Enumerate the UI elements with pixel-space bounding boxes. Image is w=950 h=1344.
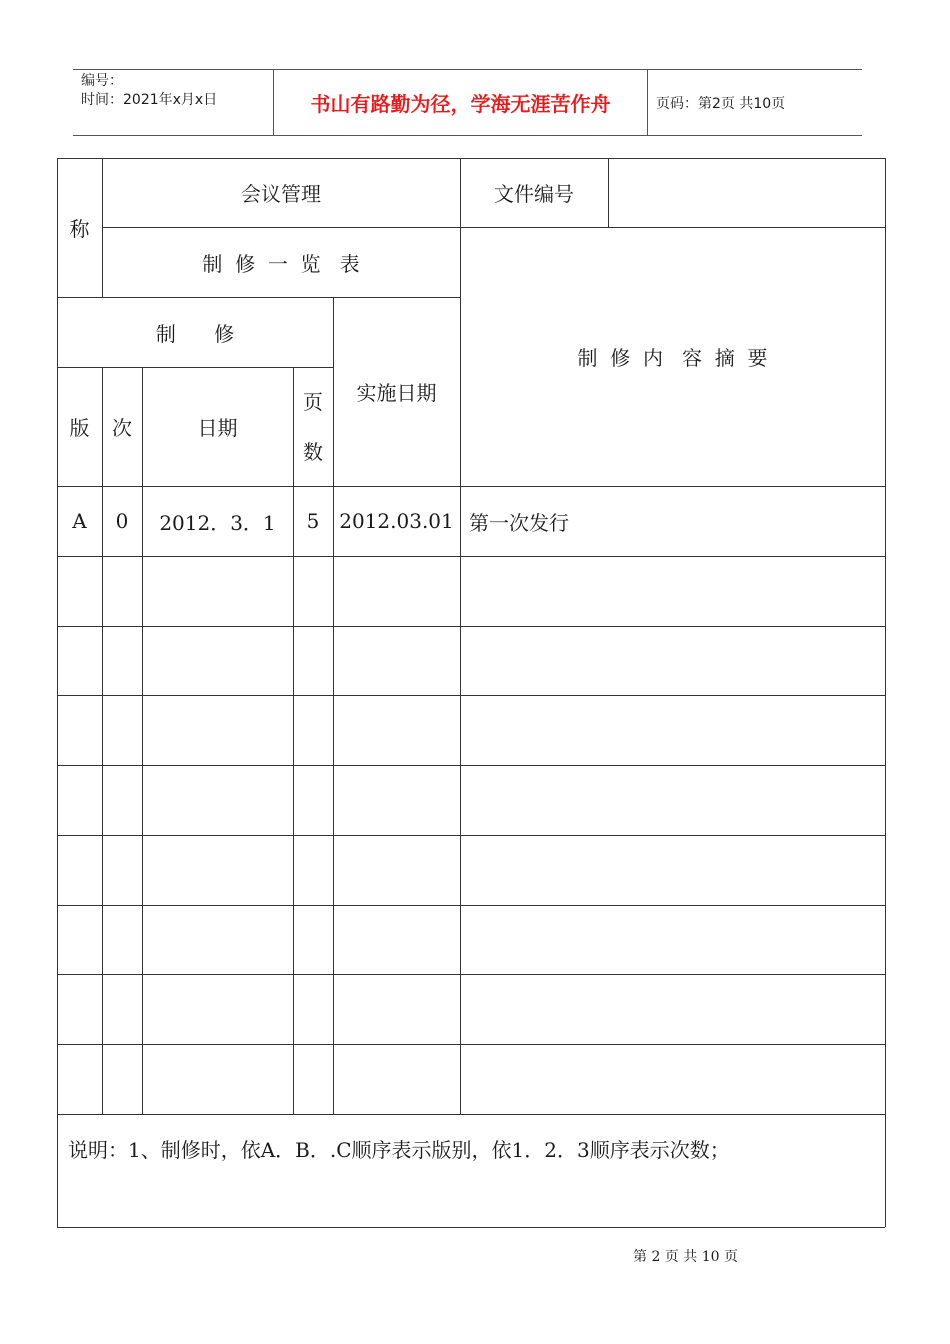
col-header-pages-top: 页 (303, 389, 323, 414)
grid-line (57, 835, 885, 836)
col-header-count: 次 (112, 416, 132, 440)
col-header-summary: 制 修 内 容 摘 要 (577, 346, 768, 370)
time-label: 时间：2021年x月x日 (81, 92, 218, 108)
grid-line (57, 765, 885, 766)
name-label: 称 (69, 217, 90, 241)
cell-count: 0 (115, 509, 129, 533)
header-divider (647, 69, 648, 136)
grid-line (57, 1114, 885, 1115)
header-motto: 书山有路勤为径，学海无涯苦作舟 (310, 92, 611, 116)
header-meta (81, 72, 217, 110)
cell-summary: 第一次发行 (469, 510, 569, 535)
cell-date: 2012．3．1 (159, 510, 276, 535)
revision-list-title: 制 修 一 览 表 (202, 251, 360, 276)
table-border (885, 158, 886, 1227)
col-header-pages-bottom: 数 (303, 439, 323, 464)
file-number-value (608, 158, 885, 227)
cell-implementation-date: 2012.03.01 (339, 509, 454, 533)
file-number-label: 文件编号 (494, 182, 574, 206)
page-footer: 第 2 页 共 10 页 (633, 1249, 738, 1265)
cell-version: A (72, 509, 87, 533)
grid-line (57, 695, 885, 696)
table-border (57, 1227, 885, 1228)
grid-line (57, 1044, 885, 1045)
header-page-info: 页码：第2页 共10页 (656, 95, 786, 112)
col-header-pages (293, 367, 333, 486)
grid-line (57, 626, 885, 627)
table-note: 说明：1、制修时，依A．B．.C顺序表示版别，依1．2．3顺序表示次数； (68, 1138, 730, 1162)
doc-number-label: 编号： (81, 73, 123, 89)
revision-group-header: 制 修 (155, 321, 235, 346)
meeting-management-title: 会议管理 (241, 182, 321, 206)
col-header-date: 日期 (197, 416, 238, 440)
grid-line (57, 556, 885, 557)
grid-line (57, 974, 885, 975)
cell-pages: 5 (306, 509, 320, 533)
col-header-version: 版 (69, 416, 90, 440)
col-header-implementation-date: 实施日期 (356, 381, 437, 405)
grid-line (57, 905, 885, 906)
